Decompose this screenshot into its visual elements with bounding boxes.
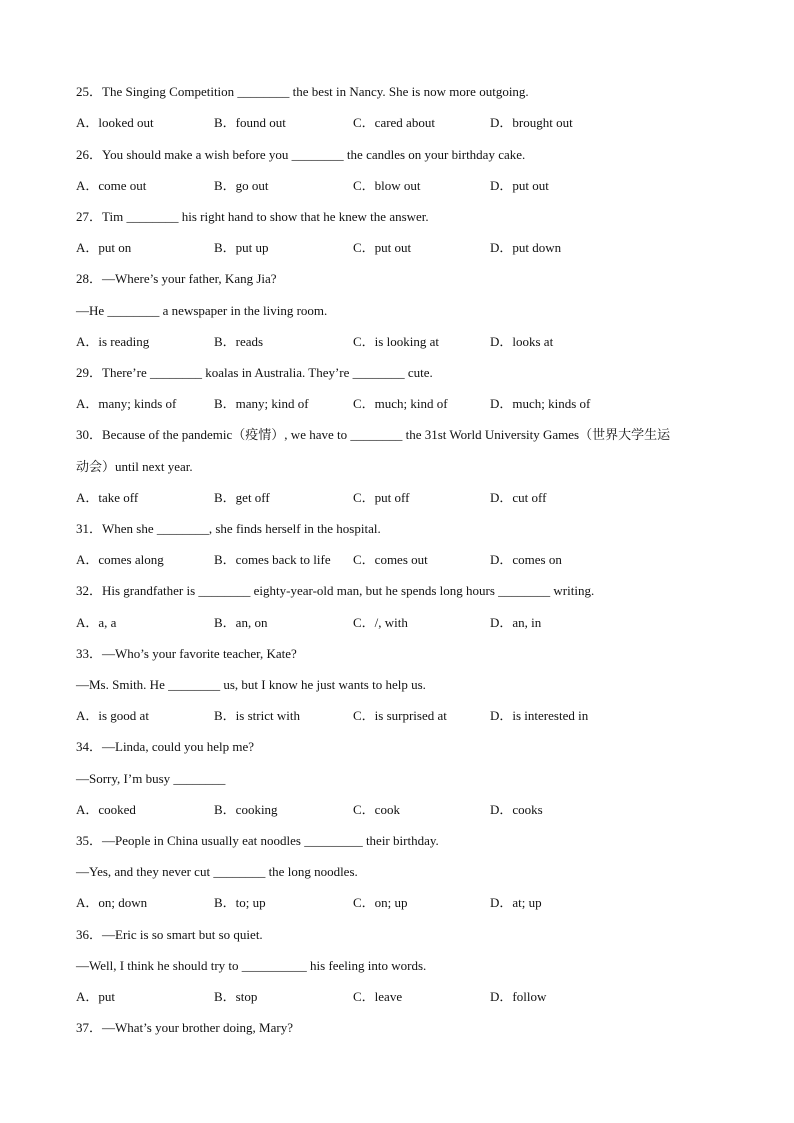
option-d: D．comes on — [490, 552, 562, 567]
option-c: C．put out — [353, 240, 412, 255]
option-a: A．is reading — [76, 334, 150, 349]
option-c: C．on; up — [353, 895, 408, 910]
question-27-stem: 27．Tim ________ his right hand to show that he knew the answer. — [76, 209, 429, 224]
question-33-stem: 33．—Who’s your favorite teacher, Kate? — [76, 646, 297, 661]
question-30-stem: 30．Because of the pandemic（疫情）, we have to ________ the 31st World University Games（世界大学生运 — [76, 427, 671, 442]
option-a: A．comes along — [76, 552, 164, 567]
option-b: B．cooking — [214, 802, 278, 817]
option-c: C．cook — [353, 802, 400, 817]
option-d: D．an, in — [490, 615, 542, 630]
option-b: B．go out — [214, 178, 269, 193]
question-36-stem: 36．—Eric is so smart but so quiet. — [76, 927, 263, 942]
question-25-stem: 25．The Singing Competition ________ the best in Nancy. She is now more outgoing. — [76, 84, 529, 99]
option-b: B．comes back to life — [214, 552, 331, 567]
option-d: D．cooks — [490, 802, 543, 817]
question-28-stem: 28．—Where’s your father, Kang Jia? — [76, 271, 277, 286]
option-c: C．/, with — [353, 615, 408, 630]
option-b: B．found out — [214, 115, 286, 130]
option-b: B．reads — [214, 334, 264, 349]
question-29-stem: 29．There’re ________ koalas in Australia. They’re ________ cute. — [76, 365, 433, 380]
option-d: D．at; up — [490, 895, 542, 910]
option-c: C．put off — [353, 490, 410, 505]
option-b: B．an, on — [214, 615, 268, 630]
option-d: D．put out — [490, 178, 549, 193]
option-c: C．much; kind of — [353, 396, 448, 411]
option-d: D．put down — [490, 240, 562, 255]
option-a: A．cooked — [76, 802, 136, 817]
option-a: A．many; kinds of — [76, 396, 177, 411]
question-33-answer-line: —Ms. Smith. He ________ us, but I know he just wants to help us. — [76, 677, 426, 692]
question-32-stem: 32．His grandfather is ________ eighty-year-old man, but he spends long hours ________ writing. — [76, 583, 595, 598]
option-a: A．put — [76, 989, 116, 1004]
option-d: D．cut off — [490, 490, 547, 505]
option-a: A．come out — [76, 178, 147, 193]
option-a: A．put on — [76, 240, 132, 255]
question-34-answer-line: —Sorry, I’m busy ________ — [76, 771, 226, 786]
option-d: D．is interested in — [490, 708, 589, 723]
option-c: C．is looking at — [353, 334, 439, 349]
option-a: A．looked out — [76, 115, 154, 130]
option-c: C．blow out — [353, 178, 421, 193]
option-d: D．brought out — [490, 115, 573, 130]
option-d: D．follow — [490, 989, 547, 1004]
option-a: A．take off — [76, 490, 139, 505]
question-34-stem: 34．—Linda, could you help me? — [76, 739, 254, 754]
option-b: B．is strict with — [214, 708, 300, 723]
option-b: B．get off — [214, 490, 270, 505]
option-b: B．to; up — [214, 895, 266, 910]
option-b: B．stop — [214, 989, 258, 1004]
option-c: C．leave — [353, 989, 403, 1004]
option-a: A．on; down — [76, 895, 148, 910]
question-26-stem: 26．You should make a wish before you ________ the candles on your birthday cake. — [76, 147, 526, 162]
option-a: A．a, a — [76, 615, 117, 630]
question-35-stem: 35．—People in China usually eat noodles _________ their birthday. — [76, 833, 439, 848]
question-30-stem-continued: 动会）until next year. — [76, 459, 193, 474]
question-28-answer-line: —He ________ a newspaper in the living room. — [76, 303, 328, 318]
option-d: D．looks at — [490, 334, 554, 349]
option-c: C．comes out — [353, 552, 428, 567]
option-c: C．is surprised at — [353, 708, 447, 723]
option-a: A．is good at — [76, 708, 149, 723]
option-c: C．cared about — [353, 115, 435, 130]
question-37-stem: 37．—What’s your brother doing, Mary? — [76, 1020, 293, 1035]
question-36-answer-line: —Well, I think he should try to __________ his feeling into words. — [76, 958, 427, 973]
question-31-stem: 31．When she ________, she finds herself in the hospital. — [76, 521, 381, 536]
question-35-answer-line: —Yes, and they never cut ________ the long noodles. — [76, 864, 358, 879]
option-d: D．much; kinds of — [490, 396, 591, 411]
option-b: B．put up — [214, 240, 269, 255]
option-b: B．many; kind of — [214, 396, 309, 411]
